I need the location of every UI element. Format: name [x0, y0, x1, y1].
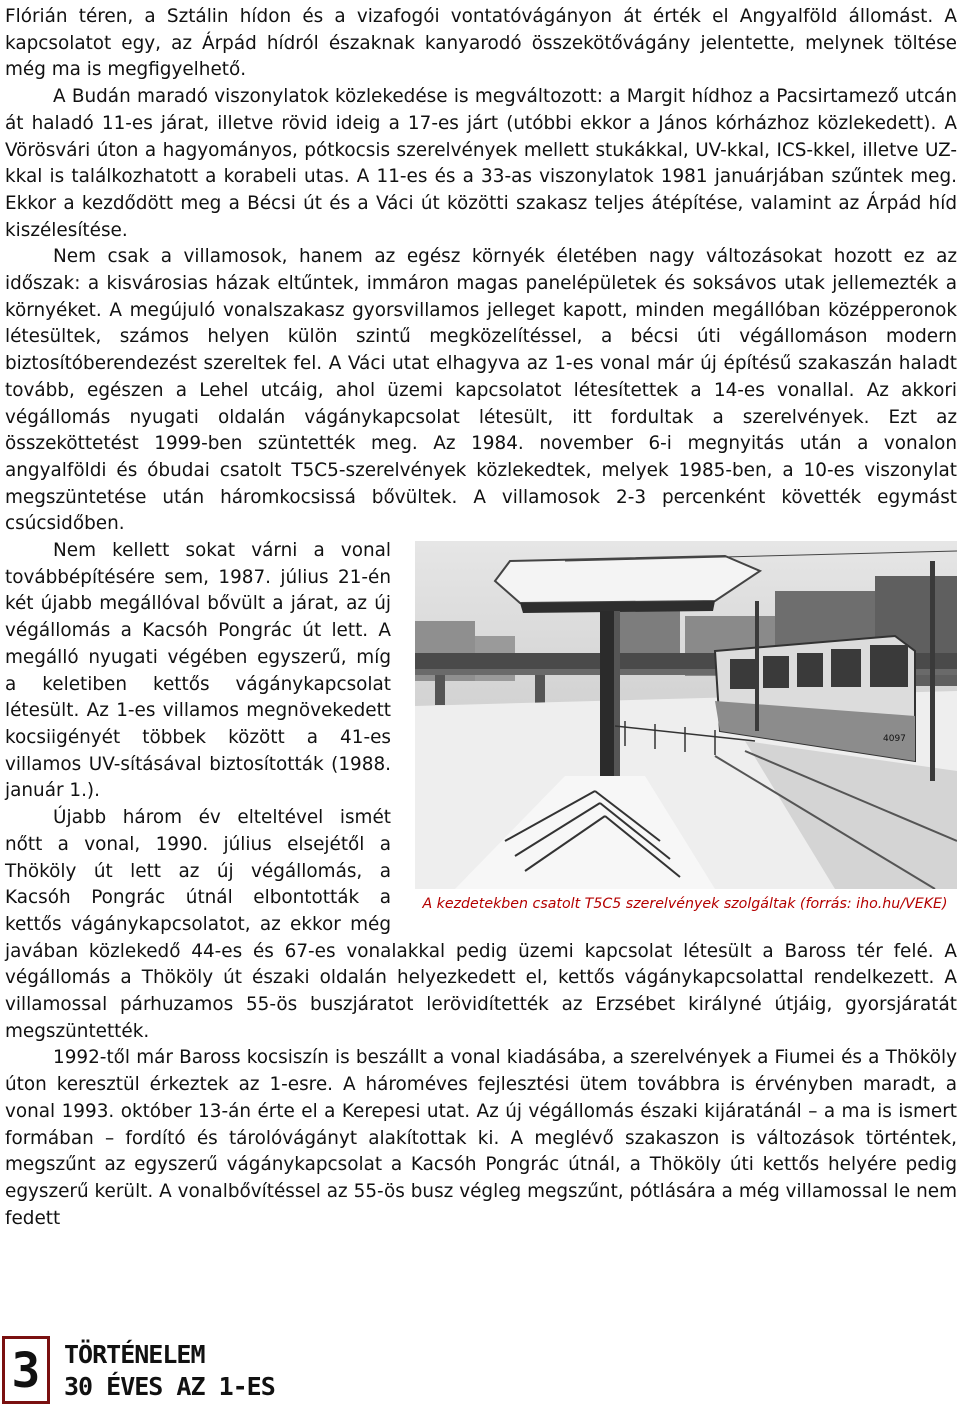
- article-body: [5, 4, 957, 1232]
- page-footer: [0, 1336, 400, 1408]
- paragraph: 1992-től már Baross kocsiszín is beszállt a vonal kiadásába, a szerelvények a Fiumei és a Thököly úton keresztül érkeztek az 1-esre. A hároméves fejlesztési ütem továbbra is érvényben maradt, a vonal 1993. október 13-án érte el a Kerepesi utat. Az új végállomás északi kijáratánál – a ma is ismert formában – fordító és tárolóvágányt alakítottak ki. A meglévő szakaszon is változások történtek, megszűnt az egyszerű vágánykapcsolat a Kacsóh Pongrác útnál, a Thököly úti kettős helyére pedig egyszerű került. A vonalbővítéssel az 55-ös busz végleg megszűnt, pótlására a még villamossal le nem fedett: [5, 1047, 957, 1229]
- paragraph: Újabb három év elteltével ismét nőtt a vonal, 1990. július elsejétől a Thököly út lett az új végállomás, a Kacsóh Pongrác útnál elbontották a kettős vágánykapcsolatot, az ekkor még javában közlekedő 44-es és 67-es vonalakkal pedig üzemi kapcsolat létesült a Baross tér felé. A végállomás a Thököly út északi oldalán helyezkedett el, kettős vágánykapcsolattal rendelkezett. A villamossal párhuzamos 55-ös buszjáratot lerövidítették az Erzsébet királyné útjáig, gyorsjáratát megszüntették.: [5, 807, 957, 1042]
- tram-number-label: 4097: [883, 734, 906, 745]
- section-subtitle: 30 ÉVES AZ 1-ES: [64, 1372, 275, 1401]
- section-title: TÖRTÉNELEM: [64, 1340, 205, 1369]
- tram-photo: [415, 541, 957, 889]
- paragraph: Flórián téren, a Sztálin hídon és a vizafogói vontatóvágányon át érték el Angyalföld állomást. A kapcsolatot egy, az Árpád hídról északnak kanyarodó összekötővágány jelentette, melynek töltése még ma is megfigyelhető.: [5, 6, 957, 81]
- paragraph: Nem kellett sokat várni a vonal továbbépítésére sem, 1987. július 21-én két újabb megállóval bővült a járat, az új végállomás a Kacsóh Pongrác út lett. A megálló nyugati végében egyszerű, míg a keletiben kettős vágánykapcsolat létesült. Az 1-es villamos megnövekedett kocsiigényét többek között a 41-es villamos UV-sításával biztosították (1988. január 1.).: [5, 540, 391, 802]
- paragraph: A Budán maradó viszonylatok közlekedése is megváltozott: a Margit hídhoz a Pacsirtamező utcán át haladó 11-es járat, illetve rövid ideig a 17-es járt (utóbbi ekkor a János kórházhoz közlekedett). A Vörösvári úton a hagyományos, pótkocsis szerelvények mellett stukákkal, UV-kkal, ICS-kkel, illetve UZ-kkal is találkozhatott a korabeli utas. A 11-es és a 33-as viszonylatok 1981 januárjában szűntek meg. Ekkor a kezdődött meg a Bécsi út és a Váci út közötti szakasz teljes átépítése, valamint az Árpád híd kiszélesítése.: [5, 86, 957, 241]
- photo-caption: A kezdetekben csatolt T5C5 szerelvények szolgáltak (forrás: iho.hu/VEKE): [422, 896, 948, 913]
- photo-figure: [409, 541, 957, 926]
- page-number: 3: [2, 1336, 50, 1404]
- tram-photo-drawing: [415, 541, 957, 889]
- paragraph: Nem csak a villamosok, hanem az egész környék életében nagy változásokat hozott ez az időszak: a kisvárosias házak eltűntek, immáron magas panelépületek és soksávos utak jellemezték a környéket. A megújuló vonalszakasz gyorsvillamos jelleget kapott, minden megállóban középperonok létesültek, számos helyen külön szintű megközelítéssel, a bécsi úti végállomáson modern biztosítóberendezést szereltek fel. A Váci utat elhagyva az 1-es vonal már új építésű szakaszán haladt tovább, egészen a Lehel utcáig, ahol üzemi kapcsolatot létesítettek a 14-es vonallal. Az akkori végállomás nyugati oldalán vágánykapcsolat létesült, itt fordultak a szerelvények. Ezt az összeköttetést 1999-ben szüntették meg. Az 1984. november 6-i megnyitás után a vonalon angyalföldi és óbudai csatolt T5C5-szerelvények közlekedtek, melyek 1985-ben, a 10-es viszonylat megszüntetése után háromkocsissá bővültek. A villamosok 2-3 percenként követték egymást csúcsidőben.: [5, 246, 957, 535]
